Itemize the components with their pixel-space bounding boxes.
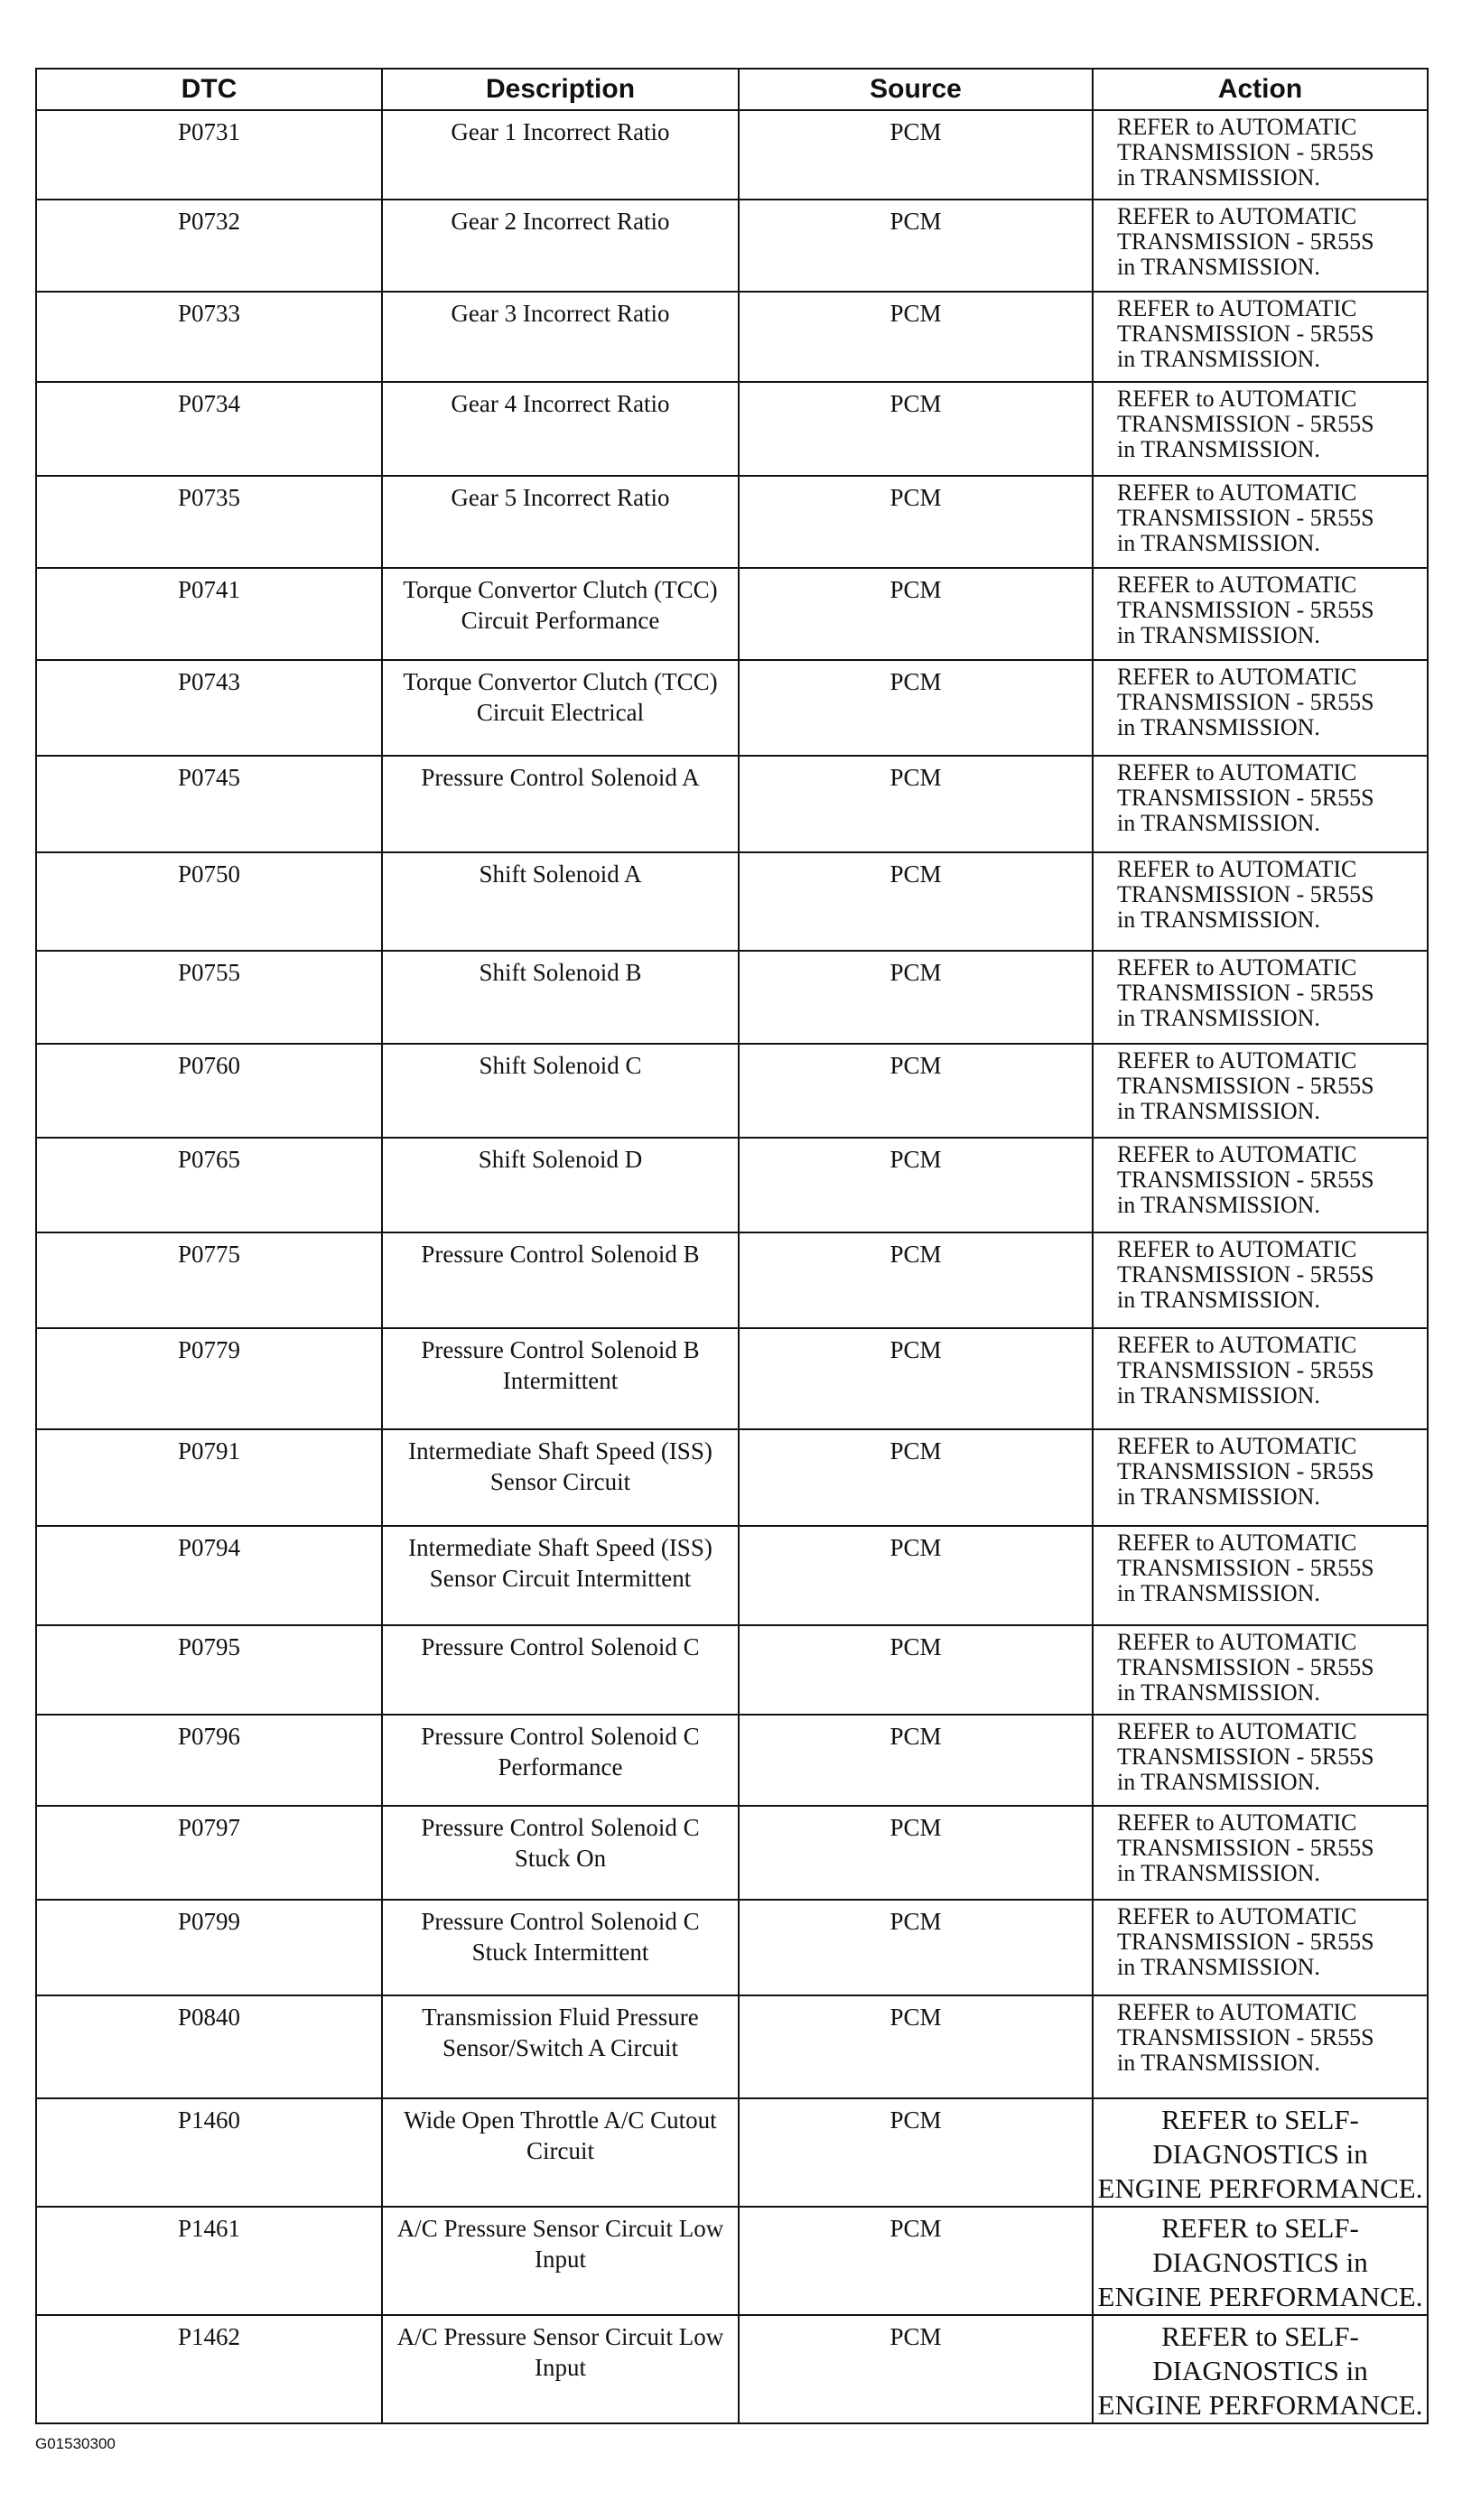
dtc-description: Shift Solenoid B <box>382 951 739 1044</box>
dtc-code: P0741 <box>36 568 382 660</box>
dtc-source: PCM <box>739 852 1093 951</box>
action-line: REFER to AUTOMATIC <box>1117 203 1357 229</box>
dtc-action <box>1093 1526 1428 1625</box>
table-row <box>36 951 1428 1044</box>
table-row <box>36 2207 1428 2315</box>
table-row <box>36 1232 1428 1328</box>
dtc-code: P1461 <box>36 2207 382 2315</box>
dtc-code: P0791 <box>36 1429 382 1526</box>
figure-code: G01530300 <box>35 2435 116 2452</box>
action-line: REFER to AUTOMATIC <box>1117 295 1357 321</box>
dtc-code: P0743 <box>36 660 382 756</box>
action-line: REFER to AUTOMATIC <box>1117 1530 1357 1556</box>
table-row <box>36 1044 1428 1138</box>
action-line: TRANSMISSION - 5R55S <box>1117 1929 1374 1955</box>
dtc-source: PCM <box>739 951 1093 1044</box>
table-row <box>36 1715 1428 1806</box>
action-line: REFER to SELF- <box>1161 2320 1359 2352</box>
dtc-description: Pressure Control Solenoid C Stuck Intermittent <box>382 1900 739 1995</box>
dtc-action <box>1093 200 1428 292</box>
action-line: TRANSMISSION - 5R55S <box>1117 1261 1374 1288</box>
dtc-action <box>1093 2315 1428 2423</box>
action-line: DIAGNOSTICS in <box>1152 2355 1368 2386</box>
action-line: in TRANSMISSION. <box>1117 1954 1320 1980</box>
dtc-source: PCM <box>739 1806 1093 1900</box>
action-line: REFER to AUTOMATIC <box>1117 479 1357 506</box>
dtc-code: P0755 <box>36 951 382 1044</box>
table-body <box>36 110 1428 2423</box>
action-line: DIAGNOSTICS in <box>1152 2138 1368 2170</box>
dtc-description: Intermediate Shaft Speed (ISS) Sensor Circuit <box>382 1429 739 1526</box>
dtc-code: P1462 <box>36 2315 382 2423</box>
table-row <box>36 756 1428 852</box>
table-row <box>36 1526 1428 1625</box>
dtc-code: P0796 <box>36 1715 382 1806</box>
action-line: in TRANSMISSION. <box>1117 907 1320 933</box>
action-line: REFER to AUTOMATIC <box>1117 1999 1357 2025</box>
action-line: in TRANSMISSION. <box>1117 810 1320 836</box>
dtc-description: A/C Pressure Sensor Circuit Low Input <box>382 2207 739 2315</box>
dtc-code: P0734 <box>36 382 382 476</box>
dtc-source: PCM <box>739 756 1093 852</box>
dtc-code: P0745 <box>36 756 382 852</box>
action-line: REFER to AUTOMATIC <box>1117 1809 1357 1836</box>
dtc-source: PCM <box>739 2207 1093 2315</box>
dtc-code: P0750 <box>36 852 382 951</box>
dtc-description: Shift Solenoid D <box>382 1138 739 1232</box>
dtc-action <box>1093 382 1428 476</box>
table-row <box>36 2315 1428 2423</box>
dtc-code: P0779 <box>36 1328 382 1429</box>
table-header-row <box>36 69 1428 110</box>
action-line: REFER to AUTOMATIC <box>1117 664 1357 690</box>
action-line: ENGINE PERFORMANCE. <box>1097 2281 1423 2312</box>
action-line: TRANSMISSION - 5R55S <box>1117 2024 1374 2050</box>
dtc-code: P0775 <box>36 1232 382 1328</box>
action-line: TRANSMISSION - 5R55S <box>1117 881 1374 907</box>
action-line: in TRANSMISSION. <box>1117 1382 1320 1409</box>
dtc-source: PCM <box>739 660 1093 756</box>
action-line: REFER to AUTOMATIC <box>1117 1332 1357 1358</box>
action-line: in TRANSMISSION. <box>1117 436 1320 462</box>
dtc-description: Pressure Control Solenoid C <box>382 1625 739 1715</box>
dtc-action <box>1093 110 1428 200</box>
dtc-description: Gear 4 Incorrect Ratio <box>382 382 739 476</box>
action-line: in TRANSMISSION. <box>1117 346 1320 372</box>
dtc-source: PCM <box>739 2098 1093 2207</box>
action-line: in TRANSMISSION. <box>1117 254 1320 280</box>
dtc-description: Shift Solenoid C <box>382 1044 739 1138</box>
table-row <box>36 110 1428 200</box>
dtc-source: PCM <box>739 1429 1093 1526</box>
dtc-description: Shift Solenoid A <box>382 852 739 951</box>
dtc-source: PCM <box>739 1328 1093 1429</box>
action-line: TRANSMISSION - 5R55S <box>1117 1167 1374 1193</box>
dtc-description: Pressure Control Solenoid B Intermittent <box>382 1328 739 1429</box>
action-line: REFER to AUTOMATIC <box>1117 759 1357 786</box>
dtc-source: PCM <box>739 1715 1093 1806</box>
action-line: DIAGNOSTICS in <box>1152 2246 1368 2278</box>
dtc-action <box>1093 1328 1428 1429</box>
table-row <box>36 1995 1428 2098</box>
dtc-action <box>1093 852 1428 951</box>
action-line: TRANSMISSION - 5R55S <box>1117 597 1374 623</box>
action-line: REFER to AUTOMATIC <box>1117 1141 1357 1167</box>
dtc-description: A/C Pressure Sensor Circuit Low Input <box>382 2315 739 2423</box>
action-line: REFER to SELF- <box>1161 2104 1359 2135</box>
dtc-action <box>1093 568 1428 660</box>
table-row <box>36 1806 1428 1900</box>
action-line: TRANSMISSION - 5R55S <box>1117 411 1374 437</box>
dtc-description: Torque Convertor Clutch (TCC) Circuit Performance <box>382 568 739 660</box>
action-line: TRANSMISSION - 5R55S <box>1117 1357 1374 1383</box>
dtc-code: P0794 <box>36 1526 382 1625</box>
action-line: ENGINE PERFORMANCE. <box>1097 2172 1423 2204</box>
dtc-description: Gear 2 Incorrect Ratio <box>382 200 739 292</box>
table-row <box>36 568 1428 660</box>
dtc-code: P1460 <box>36 2098 382 2207</box>
dtc-code: P0797 <box>36 1806 382 1900</box>
dtc-description: Transmission Fluid Pressure Sensor/Switch A Circuit <box>382 1995 739 2098</box>
dtc-source: PCM <box>739 200 1093 292</box>
action-line: TRANSMISSION - 5R55S <box>1117 1073 1374 1099</box>
dtc-source: PCM <box>739 1526 1093 1625</box>
dtc-source: PCM <box>739 1625 1093 1715</box>
table-row <box>36 2098 1428 2207</box>
dtc-description: Pressure Control Solenoid C Stuck On <box>382 1806 739 1900</box>
dtc-source: PCM <box>739 1232 1093 1328</box>
table-row <box>36 1429 1428 1526</box>
dtc-code: P0733 <box>36 292 382 382</box>
dtc-action <box>1093 1806 1428 1900</box>
dtc-action <box>1093 1232 1428 1328</box>
action-line: in TRANSMISSION. <box>1117 1287 1320 1313</box>
action-line: TRANSMISSION - 5R55S <box>1117 689 1374 715</box>
table-row <box>36 1900 1428 1995</box>
dtc-description: Pressure Control Solenoid A <box>382 756 739 852</box>
dtc-action <box>1093 2207 1428 2315</box>
dtc-action <box>1093 1429 1428 1526</box>
dtc-action <box>1093 476 1428 568</box>
action-line: in TRANSMISSION. <box>1117 1580 1320 1606</box>
header-dtc: DTC <box>36 69 382 110</box>
action-line: TRANSMISSION - 5R55S <box>1117 785 1374 811</box>
action-line: TRANSMISSION - 5R55S <box>1117 1835 1374 1861</box>
dtc-description: Gear 1 Incorrect Ratio <box>382 110 739 200</box>
action-line: REFER to AUTOMATIC <box>1117 1629 1357 1655</box>
dtc-table <box>35 68 1429 2424</box>
table-row <box>36 660 1428 756</box>
action-line: in TRANSMISSION. <box>1117 1679 1320 1706</box>
action-line: REFER to AUTOMATIC <box>1117 1236 1357 1262</box>
action-line: REFER to AUTOMATIC <box>1117 572 1357 598</box>
action-line: REFER to SELF- <box>1161 2212 1359 2244</box>
dtc-action <box>1093 1625 1428 1715</box>
dtc-code: P0765 <box>36 1138 382 1232</box>
dtc-code: P0735 <box>36 476 382 568</box>
action-line: TRANSMISSION - 5R55S <box>1117 1744 1374 1770</box>
action-line: ENGINE PERFORMANCE. <box>1097 2389 1423 2421</box>
dtc-action <box>1093 1138 1428 1232</box>
action-line: in TRANSMISSION. <box>1117 2050 1320 2076</box>
dtc-code: P0732 <box>36 200 382 292</box>
action-line: in TRANSMISSION. <box>1117 714 1320 740</box>
dtc-description: Intermediate Shaft Speed (ISS) Sensor Circuit Intermittent <box>382 1526 739 1625</box>
dtc-code: P0799 <box>36 1900 382 1995</box>
table-row <box>36 476 1428 568</box>
action-line: REFER to AUTOMATIC <box>1117 954 1357 981</box>
dtc-action <box>1093 756 1428 852</box>
action-line: TRANSMISSION - 5R55S <box>1117 321 1374 347</box>
action-line: REFER to AUTOMATIC <box>1117 1718 1357 1744</box>
header-description: Description <box>382 69 739 110</box>
action-line: in TRANSMISSION. <box>1117 1005 1320 1031</box>
dtc-action <box>1093 292 1428 382</box>
action-line: in TRANSMISSION. <box>1117 164 1320 191</box>
action-line: in TRANSMISSION. <box>1117 1098 1320 1124</box>
dtc-action <box>1093 1995 1428 2098</box>
dtc-source: PCM <box>739 568 1093 660</box>
action-line: TRANSMISSION - 5R55S <box>1117 228 1374 255</box>
dtc-description: Pressure Control Solenoid B <box>382 1232 739 1328</box>
header-source: Source <box>739 69 1093 110</box>
table-row <box>36 852 1428 951</box>
header-action: Action <box>1093 69 1428 110</box>
dtc-description: Gear 3 Incorrect Ratio <box>382 292 739 382</box>
action-line: in TRANSMISSION. <box>1117 622 1320 648</box>
dtc-code: P0731 <box>36 110 382 200</box>
dtc-action <box>1093 660 1428 756</box>
dtc-source: PCM <box>739 2315 1093 2423</box>
table-row <box>36 292 1428 382</box>
dtc-action <box>1093 1900 1428 1995</box>
action-line: REFER to AUTOMATIC <box>1117 1433 1357 1459</box>
table-row <box>36 1328 1428 1429</box>
dtc-source: PCM <box>739 292 1093 382</box>
action-line: REFER to AUTOMATIC <box>1117 114 1357 140</box>
dtc-description: Torque Convertor Clutch (TCC) Circuit Electrical <box>382 660 739 756</box>
action-line: REFER to AUTOMATIC <box>1117 386 1357 412</box>
dtc-source: PCM <box>739 382 1093 476</box>
dtc-action <box>1093 1715 1428 1806</box>
action-line: TRANSMISSION - 5R55S <box>1117 1555 1374 1581</box>
dtc-description: Gear 5 Incorrect Ratio <box>382 476 739 568</box>
table-row <box>36 1138 1428 1232</box>
action-line: in TRANSMISSION. <box>1117 1769 1320 1795</box>
table-row <box>36 382 1428 476</box>
action-line: REFER to AUTOMATIC <box>1117 856 1357 882</box>
action-line: in TRANSMISSION. <box>1117 1483 1320 1510</box>
action-line: in TRANSMISSION. <box>1117 1860 1320 1886</box>
dtc-action <box>1093 951 1428 1044</box>
action-line: TRANSMISSION - 5R55S <box>1117 1458 1374 1484</box>
dtc-code: P0760 <box>36 1044 382 1138</box>
dtc-source: PCM <box>739 110 1093 200</box>
dtc-source: PCM <box>739 1900 1093 1995</box>
dtc-action <box>1093 1044 1428 1138</box>
action-line: TRANSMISSION - 5R55S <box>1117 505 1374 531</box>
dtc-description: Wide Open Throttle A/C Cutout Circuit <box>382 2098 739 2207</box>
action-line: in TRANSMISSION. <box>1117 1192 1320 1218</box>
action-line: TRANSMISSION - 5R55S <box>1117 139 1374 165</box>
action-line: TRANSMISSION - 5R55S <box>1117 980 1374 1006</box>
dtc-source: PCM <box>739 1995 1093 2098</box>
dtc-code: P0795 <box>36 1625 382 1715</box>
dtc-description: Pressure Control Solenoid C Performance <box>382 1715 739 1806</box>
action-line: REFER to AUTOMATIC <box>1117 1047 1357 1074</box>
table-row <box>36 1625 1428 1715</box>
dtc-action <box>1093 2098 1428 2207</box>
table-row <box>36 200 1428 292</box>
dtc-source: PCM <box>739 1044 1093 1138</box>
action-line: REFER to AUTOMATIC <box>1117 1903 1357 1930</box>
action-line: in TRANSMISSION. <box>1117 530 1320 556</box>
action-line: TRANSMISSION - 5R55S <box>1117 1654 1374 1680</box>
dtc-source: PCM <box>739 476 1093 568</box>
dtc-source: PCM <box>739 1138 1093 1232</box>
dtc-code: P0840 <box>36 1995 382 2098</box>
